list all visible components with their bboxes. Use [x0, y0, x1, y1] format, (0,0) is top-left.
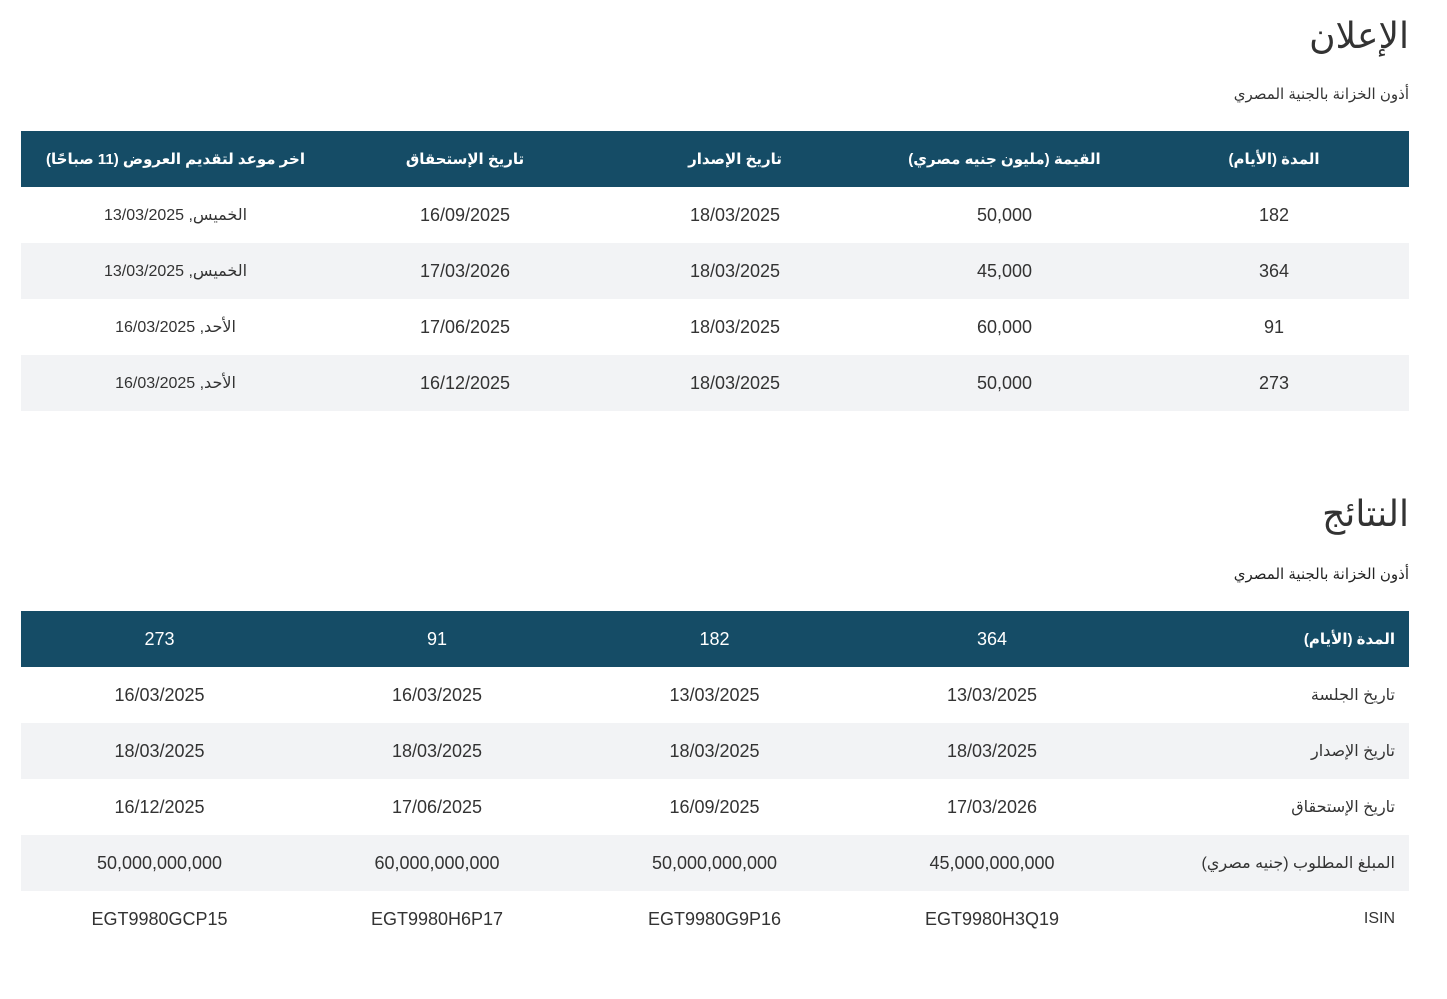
table-cell: 16/03/2025: [21, 667, 298, 723]
table-row: [21, 355, 1409, 411]
cell-maturity-date: 16/12/2025: [330, 355, 600, 411]
table-row: [21, 723, 1409, 779]
table-row: [21, 187, 1409, 243]
announcement-header-row: [21, 131, 1409, 187]
cell-tenor: 364: [1139, 243, 1409, 299]
cell-maturity-date: 17/03/2026: [330, 243, 600, 299]
cell-tenor: 91: [1139, 299, 1409, 355]
cell-deadline: الأحد, 16/03/2025: [21, 299, 330, 355]
table-cell: 13/03/2025: [576, 667, 853, 723]
cell-deadline: الخميس, 13/03/2025: [21, 187, 330, 243]
header-value: القيمة (مليون جنيه مصري): [908, 151, 1101, 168]
table-row: [21, 667, 1409, 723]
announcement-subtitle: أذون الخزانة بالجنية المصري: [1233, 86, 1409, 103]
cell-value: 60,000: [870, 299, 1139, 355]
cell-issue-date: 18/03/2025: [600, 299, 870, 355]
table-cell: 16/09/2025: [576, 779, 853, 835]
table-row: [21, 835, 1409, 891]
row-label-issue-date: تاريخ الإصدار: [1131, 723, 1409, 779]
results-title: النتائج: [1322, 494, 1409, 535]
results-header-row: [21, 611, 1409, 667]
page-content: [21, 0, 1409, 947]
row-label-session-date: تاريخ الجلسة: [1131, 667, 1409, 723]
table-cell: EGT9980GCP15: [21, 891, 298, 947]
announcement-title: الإعلان: [1309, 16, 1409, 57]
cell-issue-date: 18/03/2025: [600, 355, 870, 411]
header-tenor: المدة (الأيام): [1228, 151, 1320, 168]
cell-tenor: 273: [1139, 355, 1409, 411]
table-cell: 50,000,000,000: [576, 835, 853, 891]
table-cell: 13/03/2025: [853, 667, 1131, 723]
header-deadline: اخر موعد لتقديم العروض (11 صباحًا): [46, 151, 305, 168]
table-cell: EGT9980G9P16: [576, 891, 853, 947]
header-tenor-273: 273: [144, 628, 175, 649]
row-label-amount-requested: المبلغ المطلوب (جنيه مصري): [1131, 835, 1409, 891]
row-label-maturity-date: تاريخ الإستحقاق: [1131, 779, 1409, 835]
row-label-isin: ISIN: [1131, 891, 1409, 947]
table-cell: 16/12/2025: [21, 779, 298, 835]
header-tenor-182: 182: [699, 628, 730, 649]
cell-maturity-date: 17/06/2025: [330, 299, 600, 355]
table-row: [21, 243, 1409, 299]
table-cell: 50,000,000,000: [21, 835, 298, 891]
header-tenor-364: 364: [976, 628, 1008, 649]
table-cell: 17/03/2026: [853, 779, 1131, 835]
announcement-section: [21, 16, 1409, 411]
table-cell: 18/03/2025: [21, 723, 298, 779]
results-section: [21, 494, 1409, 947]
results-table: [21, 611, 1409, 947]
cell-deadline: الأحد, 16/03/2025: [21, 355, 330, 411]
table-row: [21, 779, 1409, 835]
cell-value: 50,000: [870, 355, 1139, 411]
table-cell: 18/03/2025: [576, 723, 853, 779]
header-tenor-label: المدة (الأيام): [1303, 631, 1395, 648]
table-cell: EGT9980H6P17: [298, 891, 576, 947]
results-subtitle: أذون الخزانة بالجنية المصري: [1233, 566, 1409, 583]
table-cell: 60,000,000,000: [298, 835, 576, 891]
header-tenor-91: 91: [426, 628, 448, 649]
cell-maturity-date: 16/09/2025: [330, 187, 600, 243]
table-row: [21, 891, 1409, 947]
cell-deadline: الخميس, 13/03/2025: [21, 243, 330, 299]
cell-value: 45,000: [870, 243, 1139, 299]
cell-tenor: 182: [1139, 187, 1409, 243]
table-cell: 17/06/2025: [298, 779, 576, 835]
cell-issue-date: 18/03/2025: [600, 243, 870, 299]
cell-value: 50,000: [870, 187, 1139, 243]
table-cell: 16/03/2025: [298, 667, 576, 723]
announcement-table: [21, 131, 1409, 411]
table-cell: 45,000,000,000: [853, 835, 1131, 891]
table-cell: 18/03/2025: [853, 723, 1131, 779]
table-cell: EGT9980H3Q19: [853, 891, 1131, 947]
table-cell: 18/03/2025: [298, 723, 576, 779]
header-maturity-date: تاريخ الإستحقاق: [405, 151, 525, 168]
table-row: [21, 299, 1409, 355]
header-issue-date: تاريخ الإصدار: [688, 151, 782, 168]
cell-issue-date: 18/03/2025: [600, 187, 870, 243]
